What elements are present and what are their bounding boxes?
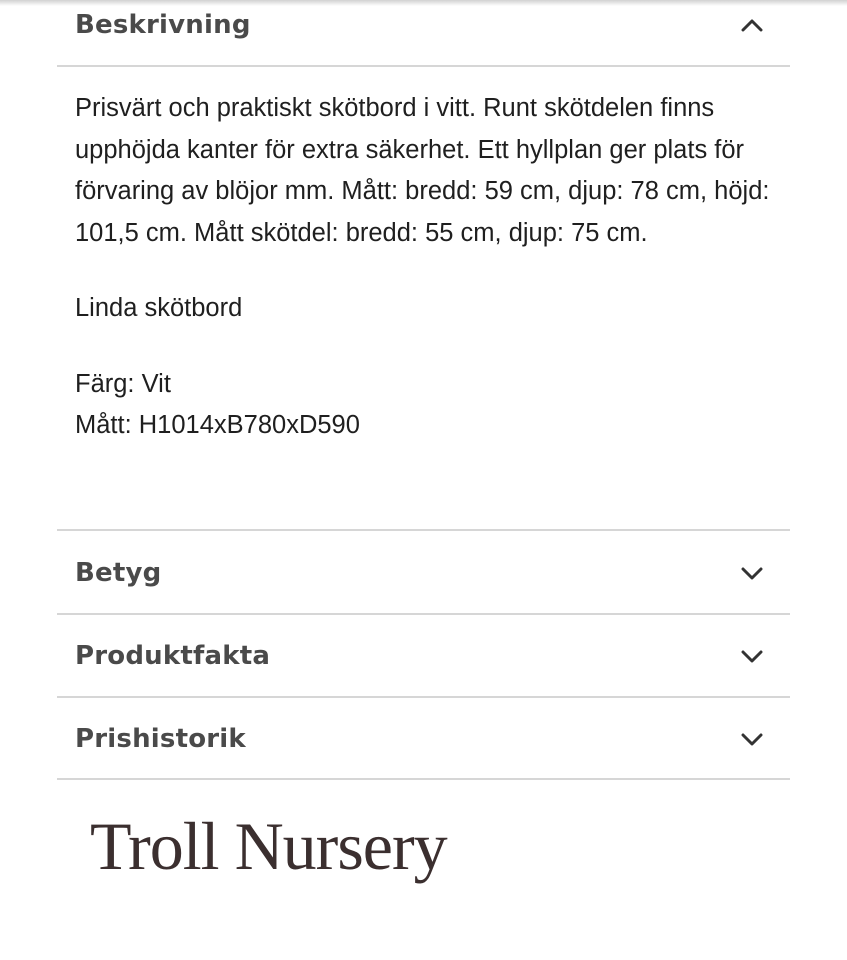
divider xyxy=(57,778,790,780)
accordion-title: Prishistorik xyxy=(75,724,246,754)
size-line: Mått: H1014xB780xD590 xyxy=(75,411,360,439)
divider xyxy=(57,529,790,531)
accordion-title: Beskrivning xyxy=(75,10,251,40)
color-line: Färg: Vit xyxy=(75,369,171,398)
divider xyxy=(57,65,790,67)
description-paragraph: Prisvärt och praktiskt skötbord i vitt. Runt skötdelen finns upphöjda kanter för extra säkerhet. Ett hyllplan ger plats för förvaring av blöjor mm. Mått: bredd: 59 cm, djup: 78 cm, höjd: 101,5 cm. Mått skötdel: bredd: 55 cm, djup: 75 cm. xyxy=(75,94,770,247)
accordion-header-prishistorik[interactable] xyxy=(57,714,790,764)
chevron-up-icon[interactable] xyxy=(732,5,772,45)
accordion-title: Produktfakta xyxy=(75,641,271,671)
chevron-down-icon[interactable] xyxy=(732,719,772,759)
troll-nursery-logo[interactable]: Troll Nursery xyxy=(90,808,447,884)
description-content xyxy=(75,88,790,447)
divider xyxy=(57,613,790,615)
accordion-header-produktfakta[interactable] xyxy=(57,631,790,681)
product-name: Linda skötbord xyxy=(75,294,243,322)
accordion-header-betyg[interactable] xyxy=(57,548,790,598)
accordion-header-beskrivning[interactable] xyxy=(57,0,790,50)
chevron-down-icon[interactable] xyxy=(732,636,772,676)
divider xyxy=(57,696,790,698)
accordion-title: Betyg xyxy=(75,558,162,588)
chevron-down-icon[interactable] xyxy=(732,553,772,593)
